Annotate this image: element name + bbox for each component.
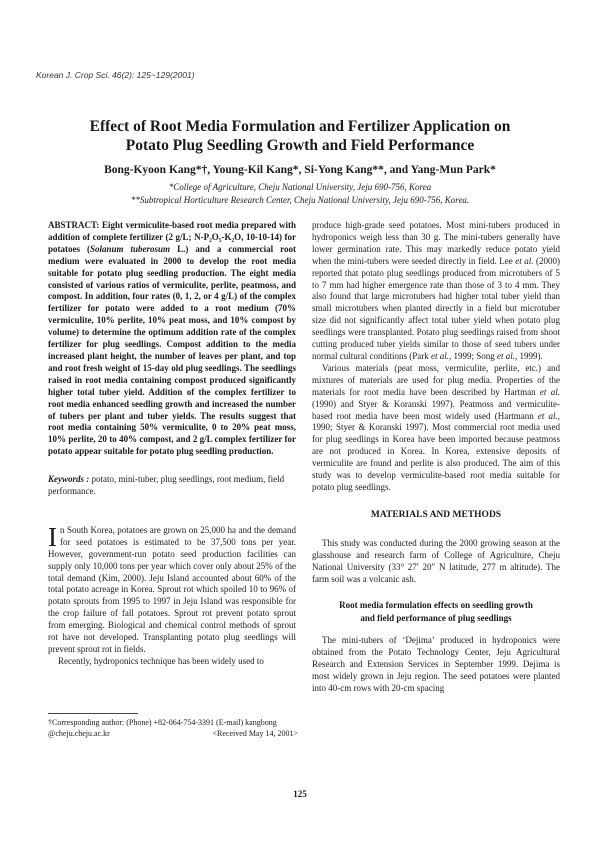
footnote [48, 717, 298, 739]
text-run-italic: et al. [539, 386, 561, 397]
affiliation-2: **Subtropical Horticulture Research Center, Cheju National University, Jeju 690-756, Korea. [130, 194, 470, 205]
keywords [48, 474, 296, 498]
author-list: Bong-Kyoon Kang*†, Young-Kil Kang*, Si-Yong Kang**, and Yang-Mun Park* [104, 164, 496, 176]
intro-paragraph-2: Recently, hydroponics technique has been widely used to [58, 655, 264, 666]
keywords-label: Keywords : [48, 474, 90, 485]
paper-title [40, 117, 560, 155]
text-run: , 1999; Song [448, 350, 497, 361]
drop-cap: I [48, 521, 57, 552]
text-run: , 1990; Styer & Koranski 1997). Most commercial root media used for plug seedlings in Korea have been imported because peatmoss are not produced in Korea. In Korea, extensive deposits of vermiculite are found and perlite is also produced. The aim of this study was to develop vermiculite-based root media suitable for potato plug seedlings. [312, 410, 560, 492]
abstract [48, 220, 296, 458]
footnote-email: @cheju.cheju.ac.kr [48, 729, 110, 738]
methods-paragraph-2: The mini-tubers of ‘Dejima’ produced in hydroponics were obtained from the Potato Technology Center, Jeju Agricultural Research and Extension Services in September 1999. Dejima is most widely grown in Jeju region. The seed potatoes were planted into 40-cm rows with 20-cm spacing [312, 635, 560, 694]
intro-text: n South Korea, potatoes are grown on 25,000 ha and the demand for seed potatoes is estimated to be 37,500 tons per year. However, government-run potato seed production facilities can supply only 10,000 tons per year which cover only about 25% of the total demand (Kim, 2000). Jeju Island accounted about 60% of the total potato acreage in Korea. Sprout rot which spoiled 10 to 96% of potato sprouts from 1995 to 1997 in Jeju Island was responsible for the crop failure of fall potatoes. Sprout rot prevent potato sprout from emerging. Biological and chemical control methods of sprout rot have not developed. Transplanting potato plug seedlings will prevent sprout rot in fields. [48, 524, 296, 654]
species-name: Solanum tuberosum [90, 243, 171, 254]
text-run-italic: et al. [537, 410, 558, 421]
subsection-heading [312, 599, 560, 624]
abstract-text-1: ABSTRACT: Eight vermiculite-based root media prepared with addition of complete fertilizer (2 g/L; N-P₂O₅-K₂O, 10-10-14) for potatoes ( [48, 220, 296, 254]
text-run: produce high-grade seed potatoes. Most mini-tubers produced in hydroponics weigh less than 30 g. The mini-tubers generally have lower germination rate. This may markedly reduce potato yield when the mini-tubers were seeded directly in field. Lee [312, 220, 560, 266]
subsection-heading-line-2: and field performance of plug seedlings [360, 612, 512, 623]
keywords-text: potato, mini-tuber, plug seedlings, root medium, field performance. [48, 474, 285, 497]
right-column [312, 220, 560, 695]
text-run: , 1999). [515, 350, 543, 361]
subsection-heading-line-1: Root media formulation effects on seedling growth [339, 600, 533, 611]
footnote-line-1: †Corresponding author: (Phone) +82-064-754-3391 (E-mail) kangbong [48, 718, 277, 727]
title-line-1: Effect of Root Media Formulation and Fertilizer Application on [89, 118, 511, 135]
text-run-italic: et al. [430, 350, 449, 361]
journal-citation: Korean J. Crop Sci. 46(2): 125~129(2001) [36, 70, 195, 80]
abstract-text-2: L.) and a commercial root medium were evaluated in 2000 to develop the root media suitable for potato plug seedling production. The eight media consisted of various ratios of vermiculite, perlite, peatmoss, and compost. In addition, four rates (0, 1, 2, or 4 g/L) of the complex fertilizer for potato were added to a root medium (70% vermiculite, 10% perlite, 10% peat moss, and 10% compost by volume) to determine the optimum addition rate of the complex fertilizer for plug seedlings. Compost addition to the media increased plant height, the number of leaves per plant, and top and root fresh weight of 15-day old plug seedlings. The seedlings raised in root media containing compost produced significantly higher total tuber yield. Addition of the complex fertilizer to root media enhanced seedling growth and increased the number of tubers per plant and tuber yields. The results suggest that root media containing 50% vermiculite, 0 to 20% peat moss, 10% perlite, 20 to 40% compost, and 2 g/L complex fertilizer for potato appear suitable for potato plug seedling production. [48, 243, 297, 457]
affiliation-1: *College of Agriculture, Cheju National University, Jeju 690-756, Korea [168, 182, 432, 192]
title-line-2: Potato Plug Seedling Growth and Field Performance [125, 137, 475, 154]
text-run-italic: et al. [515, 255, 534, 266]
footnote-line-2 [48, 728, 298, 739]
text-run: Various materials (peat moss, vermiculite, perlite, etc.) and mixtures of materials are used for plug media. Properties of the materials for root media have been described by Hartman [312, 362, 560, 397]
text-run-italic: et al. [497, 350, 515, 361]
footnote-rule [48, 713, 138, 714]
intro-paragraph-4 [312, 363, 560, 494]
left-column [48, 220, 296, 668]
text-run: (1990) and Styer & Koranski 1997). Peatmoss and vermiculite-based root media have been most widely used (Hartmann [312, 398, 560, 421]
methods-paragraph-1: This study was conducted during the 2000 growing season at the glasshouse and research farm of College of Agriculture, Cheju National University (33° 27′ 20″ N latitude, 277 m altitude). The farm soil was a volcanic ash. [312, 537, 560, 584]
section-heading-methods: MATERIALS AND METHODS [370, 509, 502, 520]
received-date: <Received May 14, 2001> [212, 729, 298, 738]
text-run: (2000) reported that potato plug seedlings produced from microtubers of 5 to 7 mm had higher emergence rate than those of 3 to 4 mm. They also found that large microtubers had higher total tuber yield than small microtubers when planted directly in a field but microtuber size did not significantly affect total tuber yield when potato plug seedlings were transplanted. Potato plug seedlings raised from shoot cutting produced tuber yields similar to those of seed tubers under normal cultural conditions (Park [312, 255, 560, 361]
introduction [48, 521, 296, 656]
page-number: 125 [293, 789, 307, 799]
affiliations [40, 181, 560, 206]
intro-paragraph-3 [312, 220, 560, 363]
